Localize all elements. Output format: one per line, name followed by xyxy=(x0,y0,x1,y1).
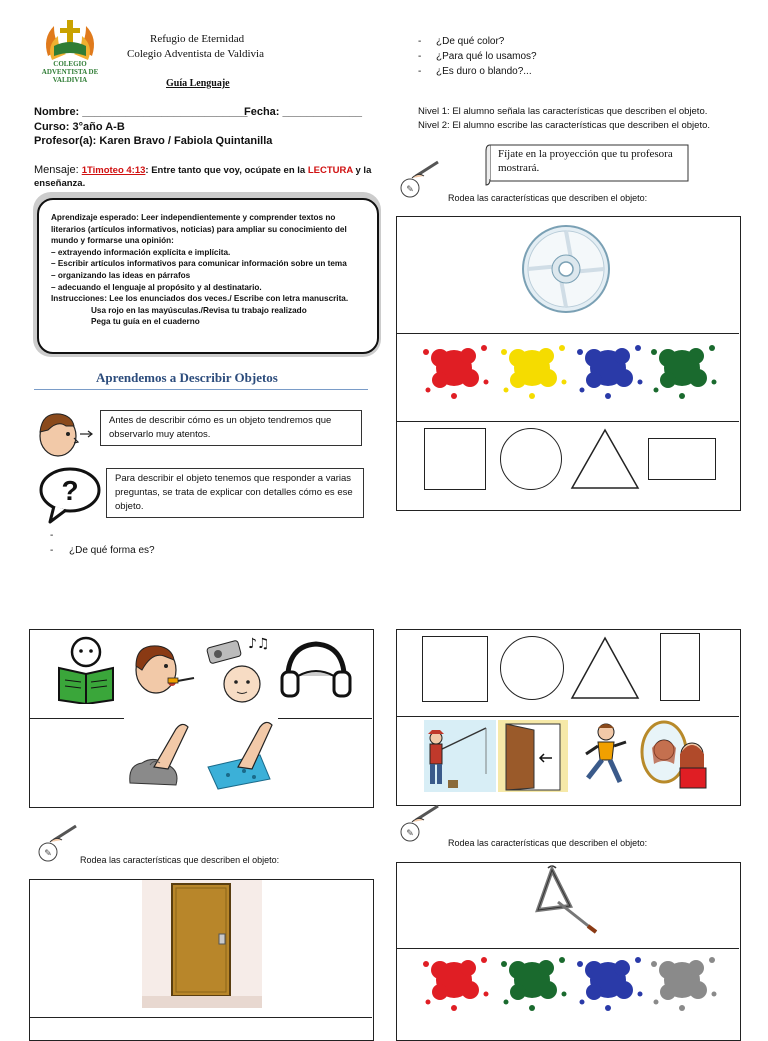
fishing-icon[interactable] xyxy=(424,720,496,792)
date-field[interactable]: Fecha: _____________ xyxy=(244,106,363,118)
scroll-note-text: Fíjate en la proyección que tu profesora mostrará. xyxy=(498,148,673,174)
row-divider xyxy=(396,333,739,334)
list-dash: - xyxy=(418,36,422,47)
listening-icon[interactable] xyxy=(204,634,274,704)
triangle-instrument-image[interactable] xyxy=(530,862,610,936)
message-body-1: : Entre tanto que voy, ocúpate en la xyxy=(145,165,308,176)
triangle-shape[interactable] xyxy=(570,636,640,700)
svg-text:✎: ✎ xyxy=(406,185,414,195)
questions-note: Para describir el objeto tenemos que responder a varias preguntas, se trata de explicar con detalles cómo es ese objeto. xyxy=(106,468,364,518)
list-dash: - xyxy=(418,51,422,62)
instruction-text: Rodea las características que describen el objeto: xyxy=(448,838,648,848)
objective-line: – organizando las ideas en párrafos xyxy=(51,270,191,280)
red-splat[interactable] xyxy=(418,950,494,1014)
list-dash: - xyxy=(50,545,54,556)
instruction-text: Rodea las características que describen el objeto: xyxy=(80,855,280,865)
svg-text:♪♫: ♪♫ xyxy=(248,636,270,652)
objective-line: Instrucciones: Lee los enunciados dos veces./ Escribe con letra manuscrita. xyxy=(51,294,349,304)
row-divider xyxy=(29,1017,372,1018)
question-bubble-icon xyxy=(38,466,102,524)
objective-line: literarios (artículos informativos, noticias) para ampliar su conocimiento del xyxy=(51,224,347,234)
section-rule xyxy=(34,389,368,390)
blue-splat[interactable] xyxy=(572,950,648,1014)
write-pencil-icon xyxy=(36,822,82,862)
row-divider xyxy=(278,718,372,719)
objective-line: Pega tu guía en el cuaderno xyxy=(91,317,200,327)
list-dash: - xyxy=(418,66,422,77)
message-text xyxy=(34,164,374,190)
row-divider xyxy=(396,948,739,949)
objective-line: – extrayendo información explícita e implícita. xyxy=(51,247,231,257)
level-1: Nivel 1: El alumno señala las características que describen el objeto. xyxy=(418,106,708,117)
red-splat[interactable] xyxy=(418,338,494,402)
header-line2: Colegio Adventista de Valdivia xyxy=(127,48,264,60)
touch-sponge-icon[interactable] xyxy=(204,719,282,791)
message-highlight: LECTURA xyxy=(307,165,353,176)
square-shape[interactable] xyxy=(422,636,488,702)
list-dash: - xyxy=(50,530,54,541)
eating-icon[interactable] xyxy=(128,640,198,698)
door-opening-icon[interactable] xyxy=(498,720,568,792)
triangle-shape[interactable] xyxy=(570,428,640,490)
row-divider xyxy=(29,718,124,719)
svg-text:?: ? xyxy=(61,475,79,506)
rectangle-shape[interactable] xyxy=(648,438,716,480)
running-icon[interactable] xyxy=(576,720,634,792)
observe-note: Antes de describir cómo es un objeto tendremos que observarlo muy atentos. xyxy=(100,410,362,446)
door-image[interactable] xyxy=(142,880,262,1008)
teacher-label: Profesor(a): Karen Bravo / Fabiola Quintanilla xyxy=(34,135,273,147)
row-divider xyxy=(396,421,739,422)
page-title: Guía Lenguaje xyxy=(166,78,230,89)
objective-line: Usa rojo en las mayúsculas./Revisa tu trabajo realizado xyxy=(91,305,307,315)
touch-rock-icon[interactable] xyxy=(124,719,200,791)
bible-ref: 1Timoteo 4:13 xyxy=(81,165,146,176)
course-label: Curso: 3°año A-B xyxy=(34,121,125,133)
tall-rectangle-shape[interactable] xyxy=(660,633,700,701)
green-splat[interactable] xyxy=(646,338,722,402)
reading-icon[interactable] xyxy=(55,634,117,704)
yellow-splat[interactable] xyxy=(496,338,572,402)
school-logo xyxy=(40,16,100,88)
cd-image[interactable] xyxy=(520,224,612,314)
use-question: ¿Para qué lo usamos? xyxy=(436,51,537,62)
logo-text: COLEGIO ADVENTISTA DE VALDIVIA xyxy=(41,60,99,84)
gray-splat[interactable] xyxy=(646,950,722,1014)
square-shape[interactable] xyxy=(424,428,486,490)
message-body-2: y la enseñanza. xyxy=(34,165,372,189)
headphones-icon[interactable] xyxy=(280,636,352,700)
objective-line: – Escribir artículos informativos para comunicar información sobre un tema xyxy=(51,259,347,269)
write-pencil-icon xyxy=(398,158,444,198)
blue-splat[interactable] xyxy=(572,338,648,402)
write-pencil-icon xyxy=(398,802,444,842)
objective-line: mundo y formarse una opinión: xyxy=(51,236,174,246)
instruction-text: Rodea las características que describen el objeto: xyxy=(448,193,648,203)
row-divider xyxy=(396,716,739,717)
objective-line: Aprendizaje esperado: Leer independientemente y comprender textos no xyxy=(51,213,336,222)
green-splat[interactable] xyxy=(496,950,572,1014)
header-line1: Refugio de Eternidad xyxy=(150,33,245,45)
name-field[interactable]: Nombre: ___________________________ xyxy=(34,106,248,118)
observing-face-icon xyxy=(36,408,94,458)
svg-text:✎: ✎ xyxy=(44,849,52,859)
mirror-icon[interactable] xyxy=(638,718,714,790)
shape-question: ¿De qué forma es? xyxy=(69,545,155,556)
scroll-note xyxy=(484,141,694,187)
objective-line: – adecuando el lenguaje al propósito y al destinatario. xyxy=(51,282,262,292)
svg-text:✎: ✎ xyxy=(406,829,414,839)
texture-question: ¿Es duro o blando?... xyxy=(436,66,532,77)
message-label: Mensaje: xyxy=(34,164,82,176)
color-question: ¿De qué color? xyxy=(436,36,505,47)
circle-shape[interactable] xyxy=(500,636,564,700)
section-title: Aprendemos a Describir Objetos xyxy=(96,370,278,385)
level-2: Nivel 2: El alumno escribe las características que describen el objeto. xyxy=(418,120,711,131)
circle-shape[interactable] xyxy=(500,428,562,490)
